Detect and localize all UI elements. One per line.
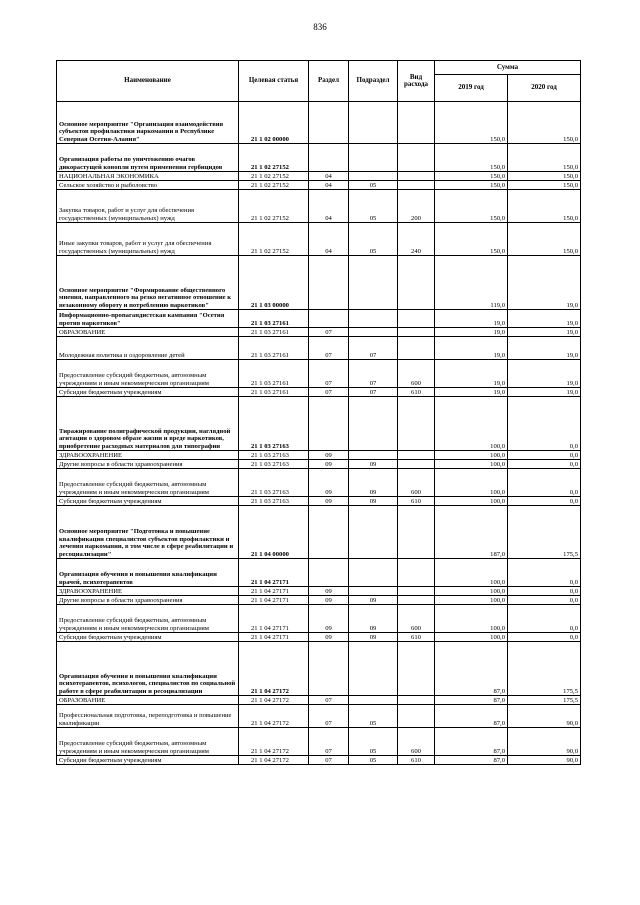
cell-expense-type: [398, 460, 435, 469]
cell-2019: 100,0: [435, 397, 508, 451]
cell-expense-type: [398, 596, 435, 605]
cell-section: 07: [309, 696, 349, 705]
cell-2020: 19,0: [508, 388, 581, 397]
cell-section: [309, 102, 349, 144]
cell-name: Предоставление субсидий бюджетным, автономным учреждениям и иным некоммерческим организациям: [57, 605, 239, 633]
table-row: [57, 190, 581, 223]
cell-subsection: 05: [349, 705, 398, 728]
cell-2019: 100,0: [435, 587, 508, 596]
cell-expense-type: [398, 256, 435, 310]
cell-expense-type: [398, 559, 435, 587]
cell-2020: 175,5: [508, 642, 581, 696]
header-year-2019: 2019 год: [435, 75, 508, 102]
cell-2020: 90,0: [508, 705, 581, 728]
cell-target-article: 21 1 02 27152: [239, 181, 309, 190]
cell-2019: 100,0: [435, 451, 508, 460]
cell-2020: 19,0: [508, 328, 581, 337]
cell-section: 04: [309, 190, 349, 223]
cell-2019: 100,0: [435, 633, 508, 642]
cell-expense-type: 610: [398, 633, 435, 642]
cell-subsection: [349, 328, 398, 337]
cell-name: ЗДРАВООХРАНЕНИЕ: [57, 587, 239, 596]
cell-2020: 19,0: [508, 360, 581, 388]
cell-name: Предоставление субсидий бюджетным, автономным учреждениям и иным некоммерческим организациям: [57, 469, 239, 497]
cell-section: 09: [309, 596, 349, 605]
cell-target-article: 21 1 04 27172: [239, 696, 309, 705]
cell-target-article: 21 1 03 27163: [239, 497, 309, 506]
table-row: [57, 642, 581, 696]
cell-name: ЗДРАВООХРАНЕНИЕ: [57, 451, 239, 460]
table-row: [57, 337, 581, 360]
cell-section: 09: [309, 497, 349, 506]
header-sum: Сумма: [435, 61, 581, 75]
cell-2019: 100,0: [435, 469, 508, 497]
cell-2020: 175,5: [508, 696, 581, 705]
cell-section: [309, 310, 349, 328]
cell-subsection: [349, 172, 398, 181]
cell-2019: 19,0: [435, 388, 508, 397]
cell-2020: 90,0: [508, 728, 581, 756]
table-row: [57, 605, 581, 633]
table-row: [57, 223, 581, 256]
cell-section: 04: [309, 181, 349, 190]
cell-name: Предоставление субсидий бюджетным, автономным учреждениям и иным некоммерческим организациям: [57, 728, 239, 756]
cell-subsection: [349, 256, 398, 310]
cell-2019: 100,0: [435, 460, 508, 469]
cell-2020: 0,0: [508, 559, 581, 587]
cell-subsection: [349, 587, 398, 596]
cell-2020: 150,0: [508, 181, 581, 190]
cell-2019: 19,0: [435, 337, 508, 360]
cell-subsection: 09: [349, 633, 398, 642]
header-name: Наименование: [57, 61, 239, 102]
cell-2020: 0,0: [508, 397, 581, 451]
header-section: Раздел: [309, 61, 349, 102]
page-number: 836: [313, 22, 327, 32]
cell-name: Основное мероприятие "Формирование общественного мнения, направленного на резко негативное отношение к незаконному обороту и потреблению наркотиков": [57, 256, 239, 310]
cell-2019: 119,0: [435, 256, 508, 310]
cell-subsection: 07: [349, 360, 398, 388]
cell-section: 07: [309, 388, 349, 397]
cell-2020: 0,0: [508, 460, 581, 469]
cell-name: Информационно-пропагандистская кампания "Осетия против наркотиков": [57, 310, 239, 328]
cell-section: 09: [309, 587, 349, 596]
cell-subsection: 07: [349, 337, 398, 360]
cell-target-article: 21 1 03 27161: [239, 310, 309, 328]
cell-subsection: 05: [349, 181, 398, 190]
cell-expense-type: [398, 506, 435, 559]
table-row: [57, 102, 581, 144]
cell-subsection: [349, 506, 398, 559]
table-row: [57, 497, 581, 506]
cell-expense-type: [398, 328, 435, 337]
cell-section: 07: [309, 360, 349, 388]
cell-2019: 19,0: [435, 360, 508, 388]
cell-target-article: 21 1 03 27161: [239, 388, 309, 397]
cell-2019: 100,0: [435, 596, 508, 605]
cell-subsection: [349, 144, 398, 172]
table-row: [57, 310, 581, 328]
cell-subsection: 05: [349, 756, 398, 765]
cell-target-article: 21 1 04 27172: [239, 756, 309, 765]
cell-2020: 0,0: [508, 497, 581, 506]
cell-expense-type: [398, 337, 435, 360]
cell-name: Сельское хозяйство и рыболовство: [57, 181, 239, 190]
cell-target-article: 21 1 03 27163: [239, 469, 309, 497]
cell-expense-type: [398, 642, 435, 696]
table-row: [57, 181, 581, 190]
cell-target-article: 21 1 02 27152: [239, 172, 309, 181]
cell-section: 07: [309, 705, 349, 728]
cell-target-article: 21 1 04 27171: [239, 587, 309, 596]
table-row: [57, 705, 581, 728]
cell-subsection: 09: [349, 460, 398, 469]
header-subsection: Подраздел: [349, 61, 398, 102]
cell-2020: 150,0: [508, 172, 581, 181]
cell-subsection: 09: [349, 596, 398, 605]
cell-section: 09: [309, 633, 349, 642]
cell-2020: 90,0: [508, 756, 581, 765]
cell-expense-type: 600: [398, 469, 435, 497]
cell-target-article: 21 1 02 27152: [239, 190, 309, 223]
table-row: [57, 469, 581, 497]
table-row: [57, 756, 581, 765]
cell-2020: 19,0: [508, 256, 581, 310]
table-row: [57, 388, 581, 397]
cell-2019: 100,0: [435, 605, 508, 633]
cell-expense-type: 610: [398, 756, 435, 765]
table-body: [57, 102, 581, 765]
cell-expense-type: 200: [398, 190, 435, 223]
cell-target-article: 21 1 04 27172: [239, 642, 309, 696]
cell-expense-type: 600: [398, 360, 435, 388]
table-row: [57, 360, 581, 388]
cell-subsection: [349, 310, 398, 328]
header-expense-type: Вид расхода: [398, 61, 435, 102]
cell-expense-type: [398, 181, 435, 190]
cell-name: Профессиональная подготовка, переподготовка и повышение квалификации: [57, 705, 239, 728]
cell-section: [309, 559, 349, 587]
cell-target-article: 21 1 02 00000: [239, 102, 309, 144]
table-row: [57, 728, 581, 756]
cell-target-article: 21 1 04 27171: [239, 559, 309, 587]
cell-2020: 150,0: [508, 102, 581, 144]
cell-section: 09: [309, 451, 349, 460]
cell-2019: 150,0: [435, 144, 508, 172]
cell-2019: 150,0: [435, 172, 508, 181]
cell-name: Другие вопросы в области здравоохранения: [57, 460, 239, 469]
cell-target-article: 21 1 04 27172: [239, 705, 309, 728]
cell-subsection: 09: [349, 469, 398, 497]
cell-target-article: 21 1 02 27152: [239, 144, 309, 172]
cell-name: Организация работы по уничтожению очагов дикорастущей конопли путем применения гербицидов: [57, 144, 239, 172]
table-row: [57, 460, 581, 469]
cell-target-article: 21 1 03 27163: [239, 451, 309, 460]
cell-expense-type: [398, 696, 435, 705]
cell-section: 07: [309, 328, 349, 337]
cell-target-article: 21 1 03 00000: [239, 256, 309, 310]
cell-name: ОБРАЗОВАНИЕ: [57, 696, 239, 705]
cell-2019: 150,0: [435, 102, 508, 144]
cell-name: Закупка товаров, работ и услуг для обеспечения государственных (муниципальных) нужд: [57, 190, 239, 223]
cell-name: Основное мероприятие "Подготовка и повышение квалификации специалистов субъектов профилактики и лечения наркомании, в том числе в сфере реабилитации и ресоциализации": [57, 506, 239, 559]
cell-2019: 87,0: [435, 705, 508, 728]
table-row: [57, 144, 581, 172]
cell-target-article: 21 1 03 27161: [239, 337, 309, 360]
cell-2020: 0,0: [508, 605, 581, 633]
table-row: [57, 559, 581, 587]
cell-section: 07: [309, 728, 349, 756]
cell-expense-type: [398, 397, 435, 451]
cell-2019: 150,0: [435, 190, 508, 223]
cell-subsection: [349, 397, 398, 451]
cell-2019: 87,0: [435, 728, 508, 756]
cell-name: Организация обучения и повышения квалификации психотерапевтов, психологов, специалистов по социальной работе в сфере реабилитации и ресоциализации: [57, 642, 239, 696]
cell-section: 09: [309, 469, 349, 497]
cell-2020: 175,5: [508, 506, 581, 559]
cell-section: 07: [309, 756, 349, 765]
cell-2019: 100,0: [435, 497, 508, 506]
cell-expense-type: 240: [398, 223, 435, 256]
cell-name: ОБРАЗОВАНИЕ: [57, 328, 239, 337]
cell-subsection: [349, 696, 398, 705]
cell-target-article: 21 1 04 27171: [239, 605, 309, 633]
cell-name: Организация обучения и повышения квалификации врачей, психотерапевтов: [57, 559, 239, 587]
cell-2019: 100,0: [435, 559, 508, 587]
cell-target-article: 21 1 03 27163: [239, 397, 309, 451]
cell-target-article: 21 1 03 27161: [239, 328, 309, 337]
cell-2020: 0,0: [508, 633, 581, 642]
cell-target-article: 21 1 04 27172: [239, 728, 309, 756]
cell-2020: 0,0: [508, 469, 581, 497]
cell-section: [309, 506, 349, 559]
cell-2020: 19,0: [508, 310, 581, 328]
cell-subsection: [349, 559, 398, 587]
cell-name: НАЦИОНАЛЬНАЯ ЭКОНОМИКА: [57, 172, 239, 181]
budget-table: [56, 60, 581, 765]
cell-2019: 19,0: [435, 310, 508, 328]
cell-2020: 150,0: [508, 190, 581, 223]
cell-2020: 0,0: [508, 587, 581, 596]
cell-target-article: 21 1 02 27152: [239, 223, 309, 256]
cell-expense-type: [398, 310, 435, 328]
cell-section: 07: [309, 337, 349, 360]
cell-subsection: [349, 642, 398, 696]
cell-name: Субсидии бюджетным учреждениям: [57, 388, 239, 397]
cell-subsection: 05: [349, 223, 398, 256]
table-row: [57, 451, 581, 460]
table-row: [57, 397, 581, 451]
cell-subsection: [349, 102, 398, 144]
cell-section: [309, 397, 349, 451]
cell-expense-type: 610: [398, 497, 435, 506]
cell-subsection: [349, 451, 398, 460]
cell-expense-type: [398, 587, 435, 596]
cell-name: Субсидии бюджетным учреждениям: [57, 633, 239, 642]
cell-target-article: 21 1 04 27171: [239, 633, 309, 642]
cell-2020: 150,0: [508, 144, 581, 172]
cell-section: [309, 144, 349, 172]
cell-subsection: 09: [349, 605, 398, 633]
header-year-2020: 2020 год: [508, 75, 581, 102]
cell-subsection: 07: [349, 388, 398, 397]
cell-2019: 150,0: [435, 181, 508, 190]
cell-target-article: 21 1 04 27171: [239, 596, 309, 605]
table-row: [57, 696, 581, 705]
cell-expense-type: 600: [398, 728, 435, 756]
cell-name: Тиражирование полиграфической продукции, наглядной агитации о здоровом образе жизни и вреде наркотиков, приобретение расходных материалов для типографии: [57, 397, 239, 451]
cell-name: Иные закупки товаров, работ и услуг для обеспечения государственных (муниципальных) нужд: [57, 223, 239, 256]
table-row: [57, 328, 581, 337]
cell-name: Предоставление субсидий бюджетным, автономным учреждениям и иным некоммерческим организациям: [57, 360, 239, 388]
cell-subsection: 05: [349, 190, 398, 223]
cell-section: 09: [309, 605, 349, 633]
table-row: [57, 172, 581, 181]
table-row: [57, 596, 581, 605]
cell-expense-type: [398, 102, 435, 144]
cell-2019: 187,0: [435, 506, 508, 559]
table-row: [57, 587, 581, 596]
cell-expense-type: 610: [398, 388, 435, 397]
cell-name: Субсидии бюджетным учреждениям: [57, 756, 239, 765]
cell-expense-type: 600: [398, 605, 435, 633]
table-row: [57, 633, 581, 642]
cell-2019: 87,0: [435, 696, 508, 705]
cell-name: Другие вопросы в области здравоохранения: [57, 596, 239, 605]
header-target-article: Целевая статья: [239, 61, 309, 102]
cell-name: Основное мероприятие "Организация взаимодействия субъектов профилактики наркомании в Республике Северная Осетия-Алания": [57, 102, 239, 144]
cell-2020: 150,0: [508, 223, 581, 256]
table-row: [57, 506, 581, 559]
cell-section: [309, 256, 349, 310]
cell-2020: 19,0: [508, 337, 581, 360]
cell-section: 09: [309, 460, 349, 469]
cell-2020: 0,0: [508, 596, 581, 605]
cell-section: 04: [309, 172, 349, 181]
cell-expense-type: [398, 172, 435, 181]
cell-2019: 87,0: [435, 756, 508, 765]
cell-name: Молодежная политика и оздоровление детей: [57, 337, 239, 360]
cell-section: [309, 642, 349, 696]
cell-2020: 0,0: [508, 451, 581, 460]
table-row: [57, 256, 581, 310]
cell-subsection: 09: [349, 497, 398, 506]
cell-2019: 87,0: [435, 642, 508, 696]
cell-target-article: 21 1 03 27163: [239, 460, 309, 469]
cell-subsection: 05: [349, 728, 398, 756]
cell-name: Субсидии бюджетным учреждениям: [57, 497, 239, 506]
cell-section: 04: [309, 223, 349, 256]
cell-expense-type: [398, 451, 435, 460]
cell-expense-type: [398, 705, 435, 728]
cell-target-article: 21 1 04 00000: [239, 506, 309, 559]
cell-2019: 19,0: [435, 328, 508, 337]
cell-expense-type: [398, 144, 435, 172]
cell-2019: 150,0: [435, 223, 508, 256]
cell-target-article: 21 1 03 27161: [239, 360, 309, 388]
